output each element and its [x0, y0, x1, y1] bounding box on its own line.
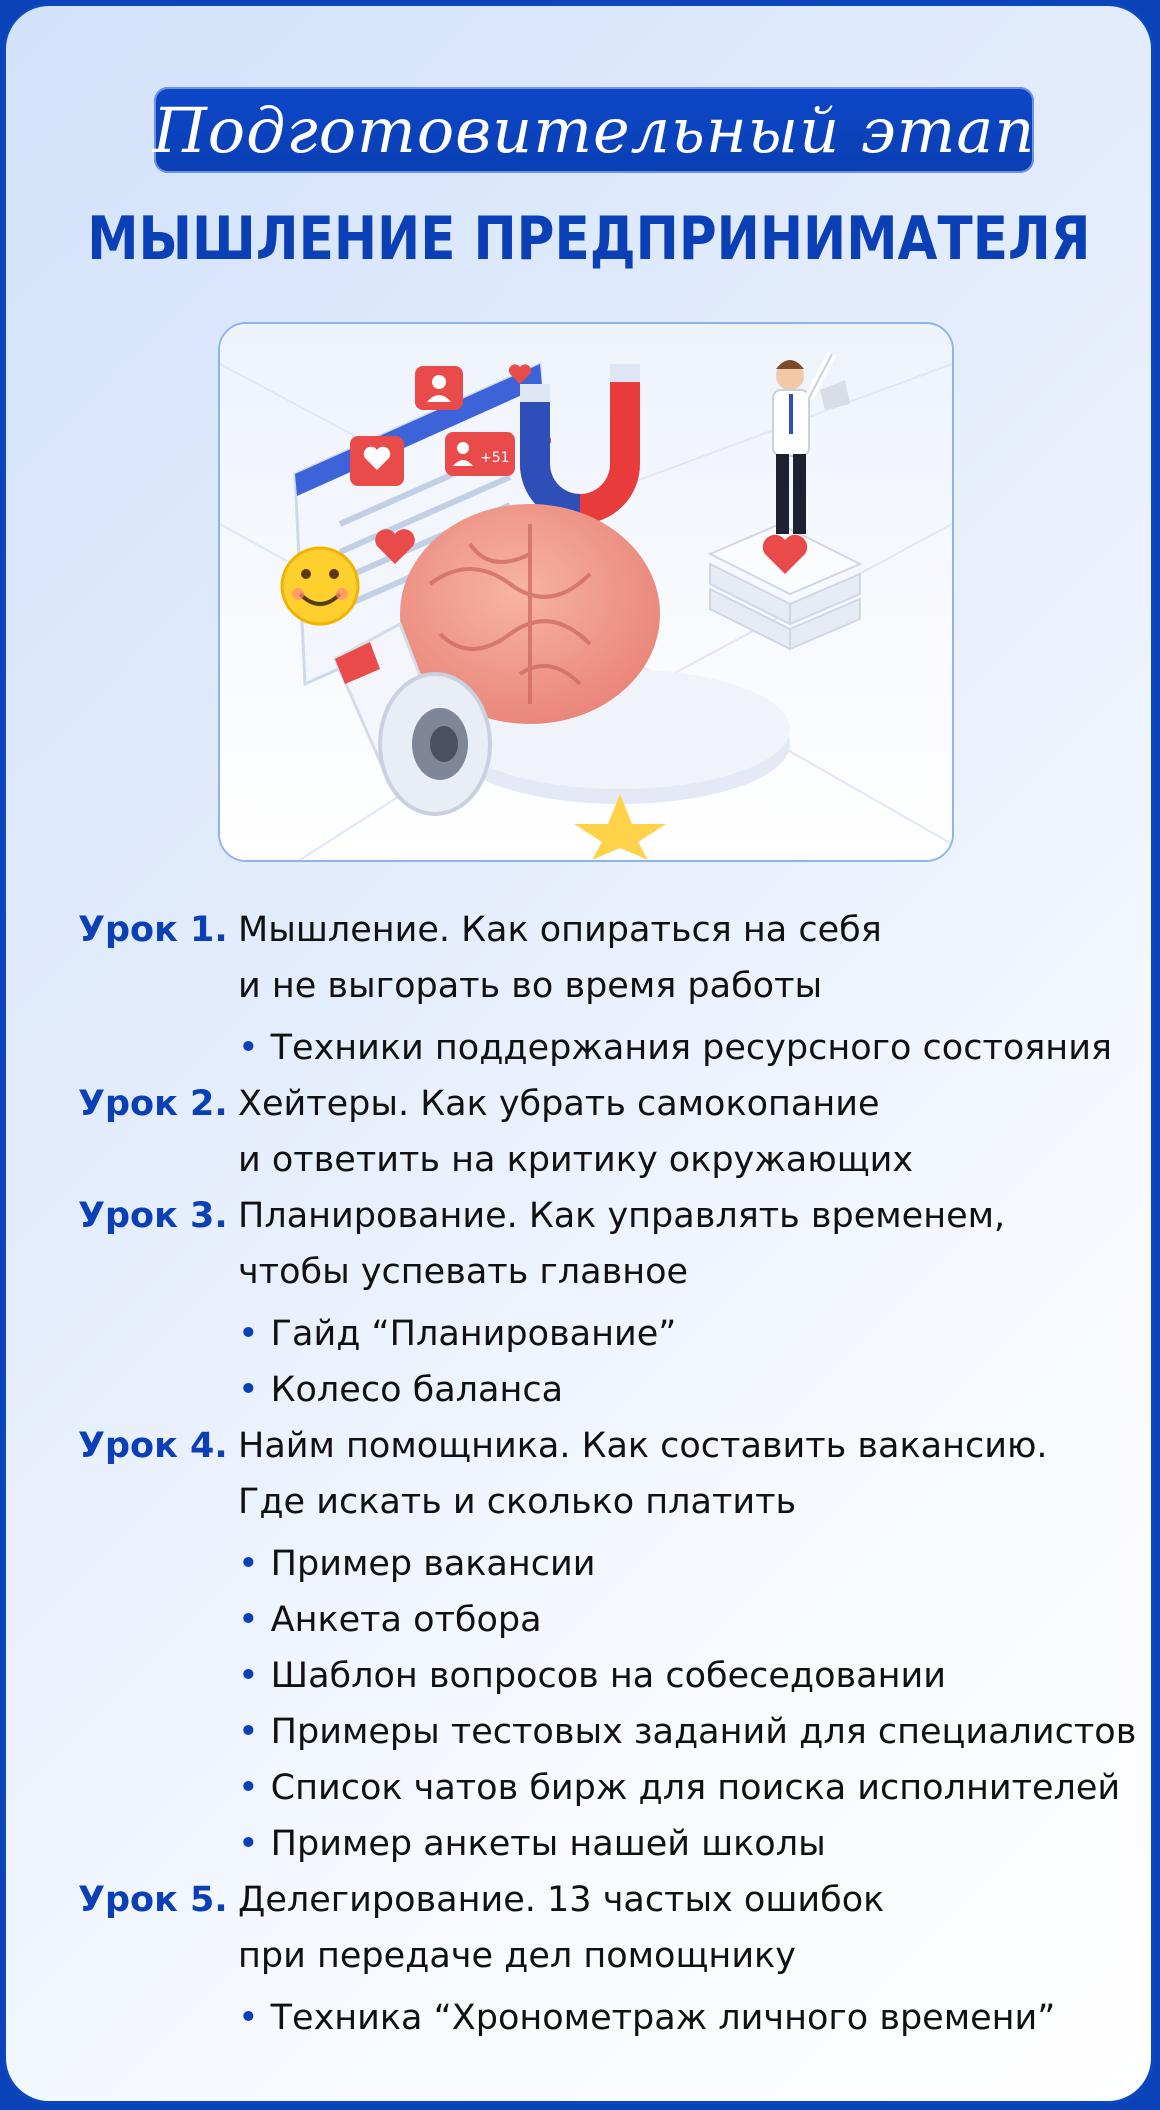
bullet-dot-icon: •	[238, 1370, 259, 1410]
stage-title: Подготовительный этап	[152, 93, 1036, 167]
lesson-title: Хейтеры. Как убрать самокопание и ответить на критику окружающих	[238, 1084, 914, 1180]
lesson-row	[78, 1418, 1138, 1872]
lesson-row	[78, 1872, 1138, 2046]
lesson-item	[78, 902, 1138, 1076]
lesson-materials-list	[238, 1306, 1005, 1418]
lesson-body	[238, 1418, 1136, 1872]
lesson-title: Найм помощника. Как составить вакансию. Где искать и сколько платить	[238, 1426, 1048, 1522]
lesson-material-item	[238, 1704, 1136, 1760]
lesson-item	[78, 1872, 1138, 2046]
lesson-materials-list	[238, 1536, 1136, 1872]
lesson-material-text: Анкета отбора	[270, 1600, 542, 1640]
lesson-body	[238, 1076, 913, 1188]
lesson-body	[238, 1872, 1055, 2046]
lesson-label: Урок 2.	[78, 1084, 228, 1124]
lesson-material-item	[238, 1306, 1005, 1362]
lesson-row	[78, 1188, 1138, 1418]
lesson-label: Урок 4.	[78, 1426, 228, 1466]
lesson-row	[78, 1076, 1138, 1188]
lesson-label: Урок 5.	[78, 1880, 228, 1920]
user-bubble-icon	[415, 366, 463, 410]
lesson-material-item	[238, 1536, 1136, 1592]
lesson-material-item	[238, 1760, 1136, 1816]
lesson-material-item	[238, 1362, 1005, 1418]
lesson-material-text: Примеры тестовых заданий для специалистов	[270, 1712, 1137, 1752]
lesson-material-item	[238, 1816, 1136, 1872]
lesson-title: Планирование. Как управлять временем, чтобы успевать главное	[238, 1196, 1006, 1292]
bullet-dot-icon: •	[238, 1712, 259, 1752]
module-title: МЫШЛЕНИЕ ПРЕДПРИНИМАТЕЛЯ	[87, 204, 1091, 274]
program-card	[3, 3, 1154, 2104]
bullet-dot-icon: •	[238, 1028, 259, 1068]
lesson-material-item	[238, 1990, 1055, 2046]
bullet-dot-icon: •	[238, 1544, 259, 1584]
lesson-material-text: Колесо баланса	[270, 1370, 564, 1410]
bullet-dot-icon: •	[238, 1824, 259, 1864]
smiley-icon	[282, 548, 358, 624]
lesson-list	[78, 902, 1138, 2046]
bullet-dot-icon: •	[238, 1656, 259, 1696]
bullet-dot-icon: •	[238, 1600, 259, 1640]
likes-counter-text: +51	[480, 450, 510, 466]
lesson-item	[78, 1188, 1138, 1418]
illustration-svg	[220, 324, 952, 860]
bullet-dot-icon: •	[238, 1998, 259, 2038]
likes-counter-badge	[445, 432, 515, 476]
lesson-material-text: Пример анкеты нашей школы	[270, 1824, 826, 1864]
brain-illustration	[218, 322, 954, 862]
lesson-material-item	[238, 1592, 1136, 1648]
lesson-item	[78, 1418, 1138, 1872]
lesson-title: Мышление. Как опираться на себя и не выгорать во время работы	[238, 910, 882, 1006]
lesson-label: Урок 3.	[78, 1196, 228, 1236]
lesson-materials-list	[238, 1020, 1112, 1076]
lesson-body	[238, 902, 1112, 1076]
lesson-material-text: Пример вакансии	[270, 1544, 596, 1584]
lesson-material-text: Техники поддержания ресурсного состояния	[270, 1028, 1112, 1068]
lesson-material-text: Список чатов бирж для поиска исполнителей	[270, 1768, 1121, 1808]
heart-bubble-icon	[350, 436, 404, 486]
stage-ribbon	[154, 87, 1034, 173]
lesson-body	[238, 1188, 1005, 1418]
lesson-item	[78, 1076, 1138, 1188]
lesson-material-item	[238, 1020, 1112, 1076]
lesson-material-item	[238, 1648, 1136, 1704]
lesson-title: Делегирование. 13 частых ошибок при передаче дел помощнику	[238, 1880, 885, 1976]
lesson-materials-list	[238, 1990, 1055, 2046]
lesson-material-text: Гайд “Планирование”	[270, 1314, 677, 1354]
lesson-label: Урок 1.	[78, 910, 228, 950]
lesson-material-text: Техника “Хронометраж личного времени”	[270, 1998, 1056, 2038]
lesson-row	[78, 902, 1138, 1076]
bullet-dot-icon: •	[238, 1768, 259, 1808]
lesson-material-text: Шаблон вопросов на собеседовании	[270, 1656, 946, 1696]
bullet-dot-icon: •	[238, 1314, 259, 1354]
